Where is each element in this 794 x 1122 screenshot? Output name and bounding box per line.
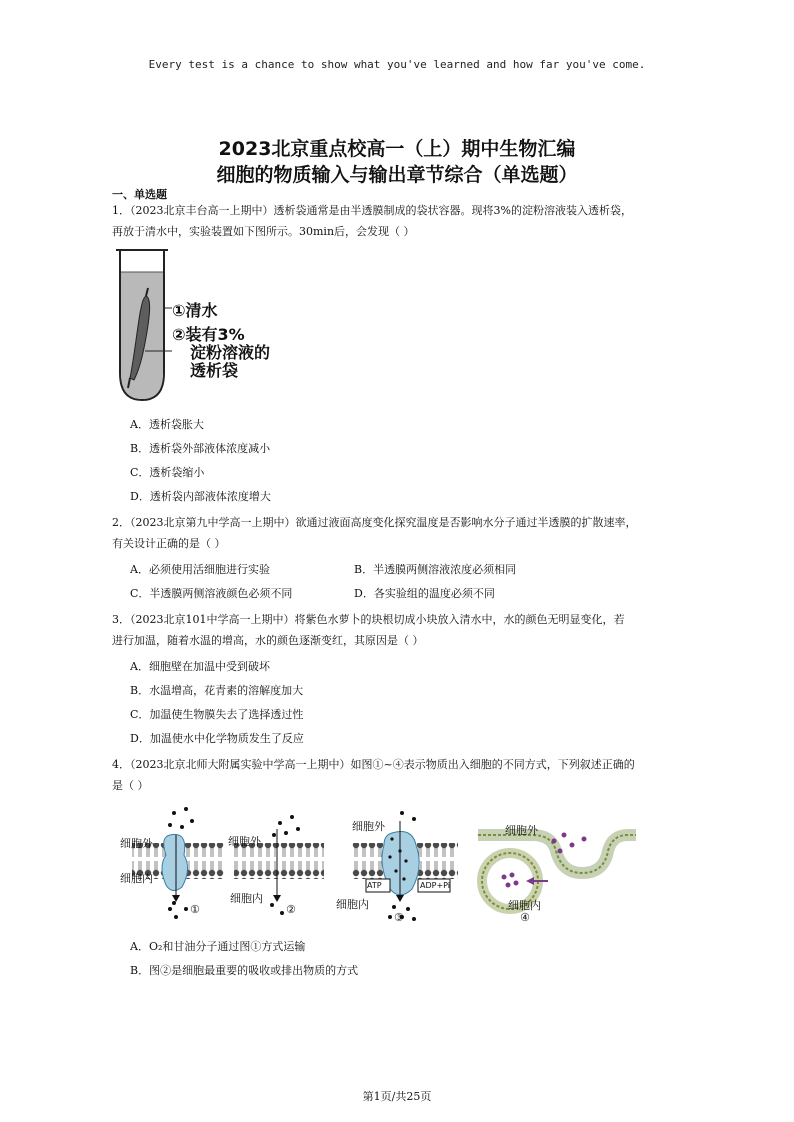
question-2-line1: 2．（2023北京第九中学高一上期中）欲通过液面高度变化探究温度是否影响水分子通过半透膜的扩散速率，: [112, 516, 637, 529]
fig4-outside-1: 细胞外: [120, 837, 153, 850]
adp-label: ADP+Pi: [420, 881, 451, 890]
question-1-text: [112, 200, 692, 242]
question-4-text: [112, 754, 692, 796]
question-4-line1: 4．（2023北京北师大附属实验中学高一上期中）如图①~④表示物质出入细胞的不同方式，下列叙述正确的: [112, 758, 635, 771]
fig4-inside-3: 细胞内: [336, 898, 369, 911]
page-title-line2: 细胞的物质输入与输出章节综合（单选题）: [216, 164, 578, 186]
section-heading: 一、单选题: [112, 188, 167, 201]
q2-option-a: A．必须使用活细胞进行实验: [130, 563, 270, 576]
label-bag-line1: ②装有3%: [172, 325, 245, 344]
header-motto: Every test is a chance to show what you've learned and how far you've come.: [148, 58, 646, 71]
fig4-number-4: ④: [520, 911, 530, 924]
q2-option-c: C．半透膜两侧溶液颜色必须不同: [130, 587, 293, 600]
page-title-line1: 2023北京重点校高一（上）期中生物汇编: [218, 138, 576, 160]
fig4-number-1: ①: [190, 903, 200, 916]
q1-option-d: D．透析袋内部液体浓度增大: [130, 490, 271, 503]
question-1-line1: 1．（2023北京丰台高一上期中）透析袋通常是由半透膜制成的袋状容器。现将3%的淀粉溶液装入透析袋，: [112, 204, 632, 217]
q1-option-b: B．透析袋外部液体浓度减小: [130, 442, 271, 455]
q2-option-d: D．各实验组的温度必须不同: [354, 587, 495, 600]
question-3-text: [112, 609, 692, 651]
q4-option-a: A．O₂和甘油分子通过图①方式运输: [130, 940, 306, 953]
q3-option-b: B．水温增高，花青素的溶解度加大: [130, 684, 304, 697]
fig4-inside-4: 细胞内: [508, 899, 541, 912]
question-1-line2: 再放于清水中，实验装置如下图所示。30min后，会发现（ ）: [112, 225, 415, 238]
question-2-line2: 有关设计正确的是（ ）: [112, 537, 226, 550]
q2-option-b: B．半透膜两侧溶液浓度必须相同: [354, 563, 517, 576]
fig4-inside-1: 细胞内: [120, 872, 153, 885]
fig4-number-2: ②: [286, 903, 296, 916]
question-2-text: [112, 512, 692, 554]
question-3-line2: 进行加温，随着水温的增高，水的颜色逐渐变红，其原因是（ ）: [112, 634, 424, 647]
fig4-number-3: ③: [394, 911, 404, 924]
q1-option-c: C．透析袋缩小: [130, 466, 205, 479]
fig4-outside-3: 细胞外: [352, 820, 385, 833]
fig4-inside-2: 细胞内: [230, 892, 263, 905]
q3-option-c: C．加温使生物膜失去了选择透过性: [130, 708, 304, 721]
question-4-line2: 是（ ）: [112, 779, 149, 792]
question-3-line1: 3．（2023北京101中学高一上期中）将紫色水萝卜的块根切成小块放入清水中，水的颜色无明显变化，若: [112, 613, 625, 626]
atp-label: ATP: [367, 881, 382, 890]
q3-option-d: D．加温使水中化学物质发生了反应: [130, 732, 304, 745]
label-bag-line2: 淀粉溶液的: [190, 343, 271, 362]
q3-option-a: A．细胞壁在加温中受到破坏: [130, 660, 270, 673]
label-water: ①清水: [172, 301, 218, 320]
fig4-outside-4: 细胞外: [505, 824, 538, 837]
label-bag-line3: 透析袋: [190, 361, 239, 380]
q4-option-b: B．图②是细胞最重要的吸收或排出物质的方式: [130, 964, 359, 977]
page-footer: 第1页/共25页: [362, 1090, 432, 1103]
fig4-outside-2: 细胞外: [228, 835, 261, 848]
q1-option-a: A．透析袋胀大: [130, 418, 204, 431]
label-bag: [172, 326, 270, 380]
